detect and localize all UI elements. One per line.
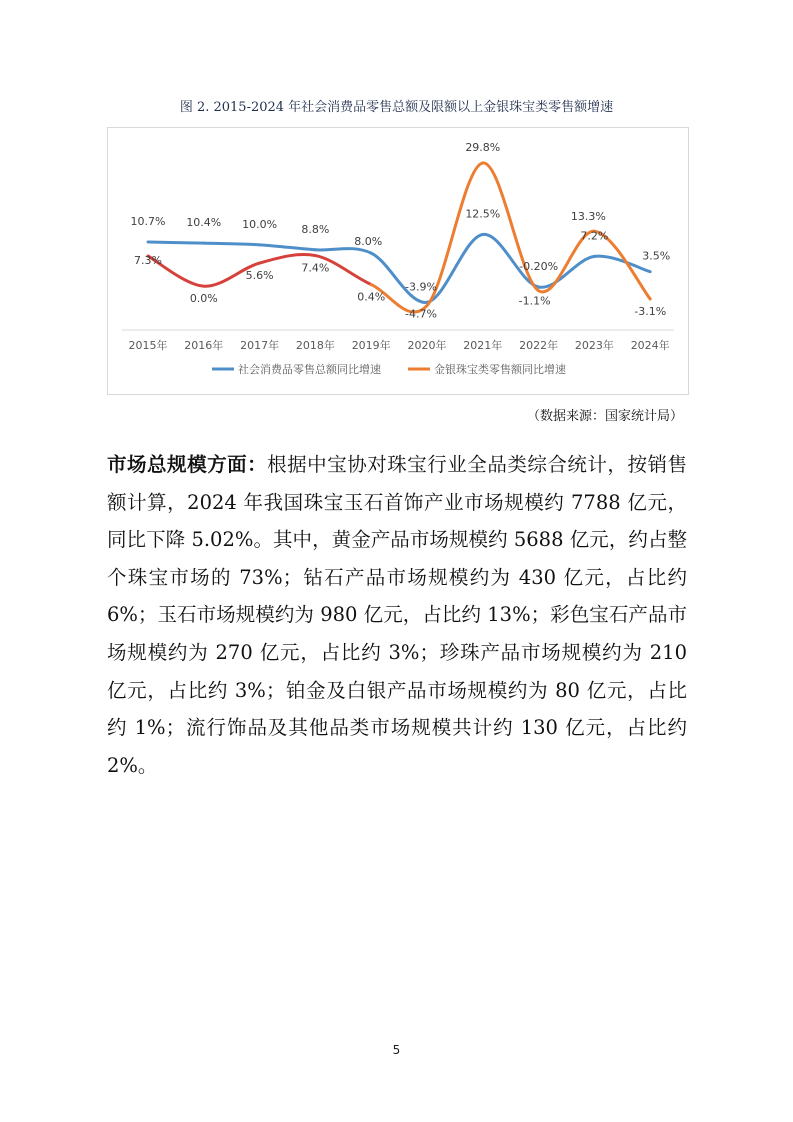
line-chart xyxy=(108,128,688,394)
x-tick-label: 2022年 xyxy=(519,339,559,352)
x-tick-label: 2019年 xyxy=(351,339,391,352)
figure-title: 图 2. 2015-2024 年社会消费品零售总额及限额以上金银珠宝类零售额增速 xyxy=(179,100,614,115)
x-tick-label: 2024年 xyxy=(630,339,670,352)
series-2-data-label: -1.1% xyxy=(518,294,551,308)
series-1-data-label: 8.0% xyxy=(354,235,383,249)
page-number: 5 xyxy=(392,1043,401,1057)
x-tick-label: 2021年 xyxy=(463,339,503,352)
series-2-data-label: 0.4% xyxy=(357,290,386,304)
series-1-data-label: 8.8% xyxy=(301,222,330,236)
series-2-data-label: -3.1% xyxy=(634,305,667,319)
legend-label-1: 社会消费品零售总额同比增速 xyxy=(238,363,381,376)
series-1-data-label: 10.0% xyxy=(242,217,278,231)
x-tick-label: 2015年 xyxy=(128,339,168,352)
series-1-data-label: 12.5% xyxy=(465,207,501,221)
series-1-data-label: 7.2% xyxy=(580,229,609,243)
series-1-data-label: 10.4% xyxy=(186,216,222,230)
data-source: （数据来源：国家统计局） xyxy=(526,409,683,424)
series-2-data-label: 5.6% xyxy=(245,269,274,283)
series-2-data-label: -4.7% xyxy=(405,307,437,321)
body-paragraph xyxy=(107,446,687,784)
series-1-segment xyxy=(260,245,316,250)
series-2-data-label: 29.8% xyxy=(465,140,501,154)
x-tick-label: 2016年 xyxy=(184,339,224,352)
paragraph-text: 根据中宝协对珠宝行业全品类综合统计，按销售额计算，2024 年我国珠宝玉石首饰产业市场规模约 7788 亿元，同比下降 5.02%。其中，黄金产品市场规模约 5688 亿元，约占整个珠宝市场的 73%；钻石产品市场规模约为 430 亿元，占比约 6%；玉石市场规模约为 980 亿元，占比约 13%；彩色宝石产品市场规模约为 270 亿元，占比约 3%；珍珠产品市场规模约为 210 亿元，占比约 3%；铂金及白银产品市场规模约为 80 亿元，占比约 1%；流行饰品及其他品类市场规模共计约 130 亿元，占比约 2%。 xyxy=(107,453,687,777)
series-1-segment xyxy=(204,243,260,245)
series-1-data-label: 10.7% xyxy=(130,214,166,228)
x-tick-label: 2020年 xyxy=(407,339,447,352)
series-1-segment xyxy=(315,249,371,254)
series-2-data-label: 7.3% xyxy=(134,254,162,268)
legend-label-2: 金银珠宝类零售额同比增速 xyxy=(434,363,566,376)
series-2-data-label: 13.3% xyxy=(570,210,606,224)
chart-container xyxy=(107,127,689,395)
x-tick-label: 2023年 xyxy=(574,339,614,352)
x-tick-label: 2018年 xyxy=(295,339,335,352)
series-2-data-label: 0.0% xyxy=(189,292,218,306)
x-tick-label: 2017年 xyxy=(240,339,280,352)
series-1-data-label: -0.20% xyxy=(519,260,559,274)
series-1-data-label: -3.9% xyxy=(405,280,437,294)
series-1-segment xyxy=(148,242,204,243)
paragraph-lead: 市场总规模方面： xyxy=(107,453,268,476)
series-2-data-label: 7.4% xyxy=(301,261,330,275)
series-1-data-label: 3.5% xyxy=(642,249,671,263)
